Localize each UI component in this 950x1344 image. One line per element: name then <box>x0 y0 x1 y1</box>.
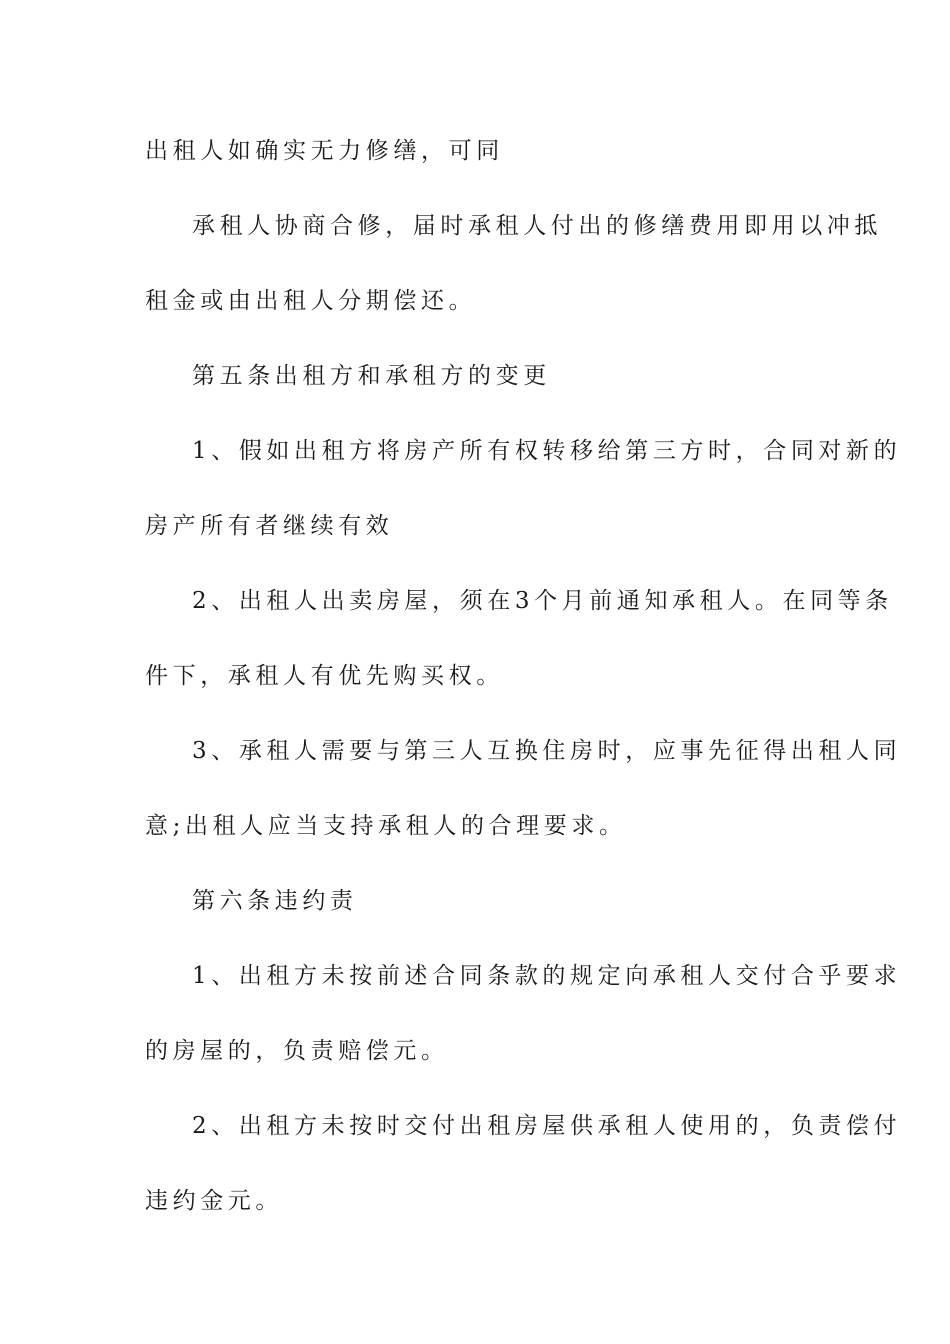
paragraph-line: 房产所有者继续有效 <box>145 513 394 539</box>
section-heading: 第六条违约责 <box>192 888 358 914</box>
paragraph-line: 承租人协商合修，届时承租人付出的修缮费用即用以冲抵 <box>192 213 882 239</box>
paragraph-line: 违约金元。 <box>145 1188 283 1214</box>
paragraph-line: 1、出租方未按前述合同条款的规定向承租人交付合乎要求 <box>192 963 902 989</box>
paragraph-line: 意;出租人应当支持承租人的合理要求。 <box>145 813 627 839</box>
paragraph-line: 1、假如出租方将房产所有权转移给第三方时，合同对新的 <box>192 438 902 464</box>
paragraph-line: 2、出租人出卖房屋，须在3个月前通知承租人。在同等条 <box>192 588 893 614</box>
paragraph-line: 的房屋的，负责赔偿元。 <box>145 1038 449 1064</box>
paragraph-line: 出租人如确实无力修缮，可同 <box>145 138 504 164</box>
paragraph-line: 租金或由出租人分期偿还。 <box>145 288 477 314</box>
section-heading: 第五条出租方和承租方的变更 <box>192 363 551 389</box>
paragraph-line: 3、承租人需要与第三人互换住房时，应事先征得出租人同 <box>192 738 902 764</box>
paragraph-line: 2、出租方未按时交付出租房屋供承租人使用的，负责偿付 <box>192 1113 902 1139</box>
paragraph-line: 件下，承租人有优先购买权。 <box>145 663 504 689</box>
